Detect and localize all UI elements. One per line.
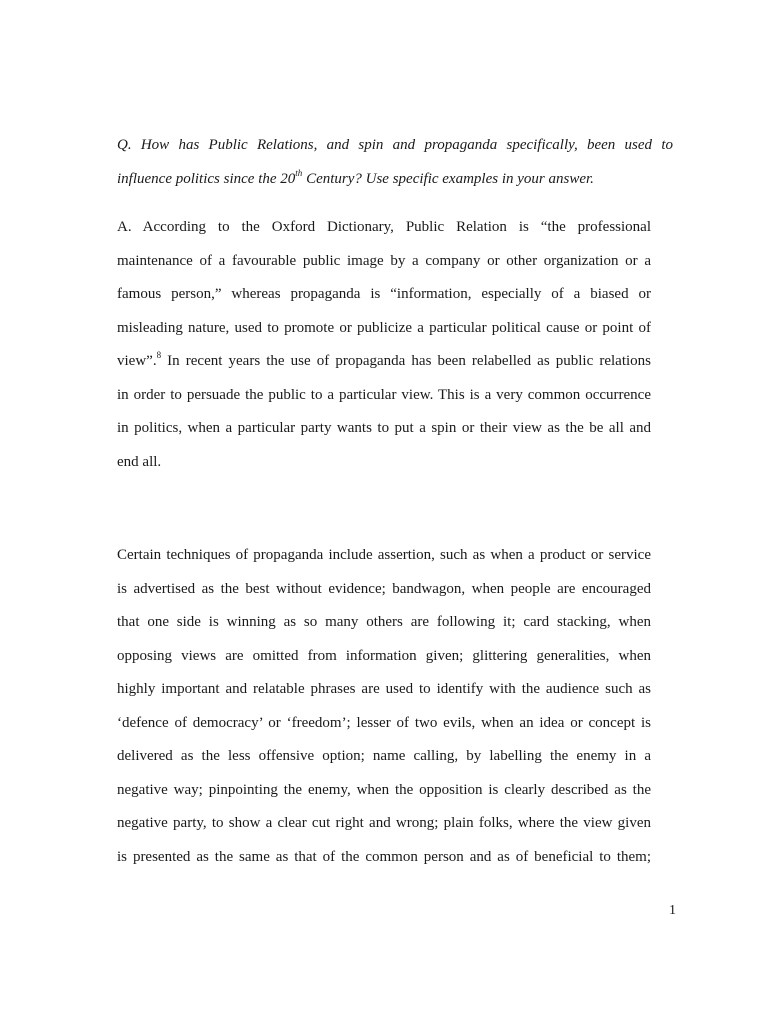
answer-line-3: famous person,” whereas propaganda is “information, especially of a biased or xyxy=(117,286,651,302)
question-paragraph xyxy=(117,129,673,196)
question-line-2-text: influence politics since the 20 xyxy=(117,170,296,187)
techniques-line: delivered as the less offensive option; name calling, by labelling the enemy in a xyxy=(117,748,651,764)
answer-line-5-text: view”. xyxy=(117,353,157,369)
answer-line-5 xyxy=(117,345,651,379)
answer-line-5-rest: In recent years the use of propaganda has been relabelled as public relations xyxy=(161,353,651,369)
question-line-2-rest: Century? Use specific examples in your answer. xyxy=(302,170,594,187)
techniques-line: negative party, to show a clear cut right and wrong; plain folks, where the view given xyxy=(117,815,651,831)
answer-paragraph xyxy=(117,211,651,479)
question-line-1: Q. How has Public Relations, and spin and propaganda specifically, been used to xyxy=(117,137,673,153)
answer-line-6: in order to persuade the public to a particular view. This is a very common occurrence xyxy=(117,386,651,403)
answer-line-8: end all. xyxy=(117,453,162,470)
techniques-line: opposing views are omitted from information given; glittering generalities, when xyxy=(117,647,651,664)
techniques-line: is presented as the same as that of the common person and as of beneficial to them; xyxy=(117,848,651,865)
techniques-line: is advertised as the best without evidence; bandwagon, when people are encouraged xyxy=(117,580,651,597)
techniques-line: highly important and relatable phrases are used to identify with the audience such as xyxy=(117,681,651,697)
answer-line-1: A. According to the Oxford Dictionary, Public Relation is “the professional xyxy=(117,219,651,235)
footnote-reference: 8 xyxy=(156,350,162,360)
page-number: 1 xyxy=(669,903,676,918)
answer-line-7: in politics, when a particular party wants to put a spin or their view as the be all and xyxy=(117,420,651,436)
techniques-line: Certain techniques of propaganda include assertion, such as when a product or service xyxy=(117,547,651,563)
question-line-2 xyxy=(117,163,673,197)
techniques-line: ‘defence of democracy’ or ‘freedom’; lesser of two evils, when an idea or concept is xyxy=(117,714,651,731)
techniques-line: that one side is winning as so many others are following it; card stacking, when xyxy=(117,614,651,630)
techniques-line: negative way; pinpointing the enemy, when the opposition is clearly described as the xyxy=(117,781,651,798)
superscript-th: th xyxy=(295,167,303,178)
answer-line-4: misleading nature, used to promote or publicize a particular political cause or point of xyxy=(117,319,651,336)
techniques-paragraph xyxy=(117,539,651,874)
answer-line-2: maintenance of a favourable public image by a company or other organization or a xyxy=(117,252,651,269)
